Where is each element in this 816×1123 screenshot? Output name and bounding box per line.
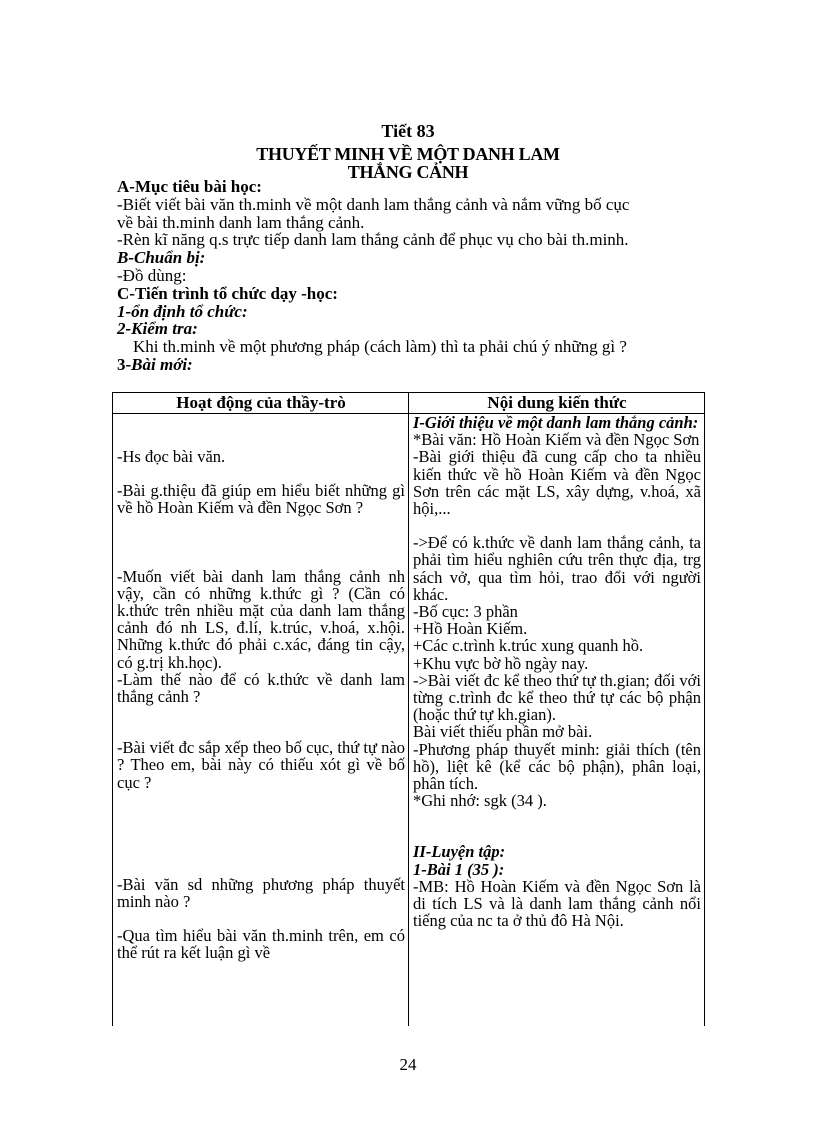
activities-cell: [113, 414, 409, 1027]
content-item: -Bố cục: 3 phần: [413, 602, 518, 622]
lesson-intro: [117, 178, 702, 374]
step-3-label: Bài mới:: [131, 354, 193, 374]
activity-item: -Làm thế nào để có k.thức về danh lam thắng cảnh ?: [117, 669, 405, 707]
step-1: 1-ổn định tổ chức:: [117, 301, 248, 321]
objective-line: -Rèn kĩ năng q.s trực tiếp danh lam thắng cảnh để phục vụ cho bài th.minh.: [117, 230, 629, 250]
objective-line: về bài th.minh danh lam thắng cảnh.: [117, 212, 365, 232]
content-cell: [409, 414, 705, 1027]
title-line-2: THẮNG CẢNH: [347, 162, 469, 182]
content-item: -Phương pháp thuyết minh: giải thích (tên hồ), liệt kê (kể các bộ phận), phân loại, phân tích.: [413, 739, 701, 794]
objectives-heading: A-Mục tiêu bài học:: [117, 177, 262, 196]
lesson-title: [0, 145, 816, 181]
content-item: *Bài văn: Hồ Hoàn Kiếm và đền Ngọc Sơn: [413, 430, 700, 450]
content-item: +Hồ Hoàn Kiếm.: [413, 619, 528, 639]
lesson-table: [112, 392, 705, 1026]
content-item: -Bài giới thiệu đã cung cấp cho ta nhiều kiến thức về hồ Hoàn Kiếm và đền Ngọc Sơn trên các mặt LS, xây dựng, v.hoá, xã hội,...: [413, 447, 701, 519]
content-item: ->Bài viết đc kể theo thứ tự th.gian; đối với từng c.trình đc kể theo thứ tự các bộ phận (hoặc thứ tự kh.gian).: [413, 670, 701, 725]
header-content: Nội dung kiến thức: [409, 393, 705, 414]
content-item: +Các c.trình k.trúc xung quanh hồ.: [413, 636, 644, 656]
table-row: [113, 414, 705, 1027]
content-item: ->Để có k.thức về danh lam thắng cảnh, ta phải tìm hiểu nghiên cứu trên thực địa, trg sách vở, qua tìm hỏi, trao đổi với người khác.: [413, 533, 701, 604]
activity-item: -Hs đọc bài văn.: [117, 447, 226, 466]
content-item: -MB: Hồ Hoàn Kiếm và đền Ngọc Sơn là di tích LS và là danh lam thắng cảnh nổi tiếng của nc ta ở thủ đô Hà Nội.: [413, 876, 701, 931]
lesson-number: Tiết 83: [381, 121, 435, 141]
preparation-heading: B-Chuẩn bị:: [117, 248, 206, 268]
activity-item: -Bài văn sd những phương pháp thuyết minh nào ?: [117, 874, 405, 912]
content-heading-1: I-Giới thiệu về một danh lam thắng cảnh:: [413, 413, 699, 432]
step-2: 2-Kiểm tra:: [117, 319, 198, 339]
objective-line: -Biết viết bài văn th.minh về một danh lam thắng cảnh và nắm vững bố cục: [117, 194, 630, 214]
activity-item: -Bài viết đc sắp xếp theo bố cục, thứ tự nào ? Theo em, bài này có thiếu xót gì về bố cục ?: [117, 738, 405, 792]
process-heading: C-Tiến trình tổ chức dạy -học:: [117, 283, 338, 303]
page-number: 24: [399, 1055, 417, 1074]
content-item: +Khu vực bờ hồ ngày nay.: [413, 653, 589, 673]
content-item: *Ghi nhớ: sgk (34 ).: [413, 791, 547, 811]
title-line-1: THUYẾT MINH VỀ MỘT DANH LAM: [256, 144, 560, 164]
step-3: [117, 356, 702, 374]
preparation-line: -Đồ dùng:: [117, 265, 187, 285]
activity-item: -Muốn viết bài danh lam thắng cảnh nh vậy, cần có những k.thức gì ? (Cần có k.thức trên nhiều mặt của danh lam thắng cảnh đó nh LS, đ.lí, k.trúc, v.hoá, x.hội. Những k.thức đó phải c.xác, đáng tin cậy, có g.trị kh.học).: [117, 566, 405, 672]
content-item: Bài viết thiếu phần mở bài.: [413, 722, 593, 742]
step-2-question: Khi th.minh về một phương pháp (cách làm) thì ta phải chú ý những gì ?: [133, 337, 627, 357]
header-activities: Hoạt động của thầy-trò: [113, 393, 409, 414]
table-header-row: [113, 393, 705, 414]
content-heading-3: 1-Bài 1 (35 ):: [413, 859, 505, 879]
step-3-number: 3-: [117, 354, 132, 374]
activity-item: -Bài g.thiệu đã giúp em hiểu biết những gì về hồ Hoàn Kiếm và đền Ngọc Sơn ?: [117, 481, 405, 518]
activity-item: -Qua tìm hiểu bài văn th.minh trên, em có thể rút ra kết luận gì về: [117, 926, 405, 963]
content-heading-2: II-Luyện tập:: [413, 842, 506, 862]
